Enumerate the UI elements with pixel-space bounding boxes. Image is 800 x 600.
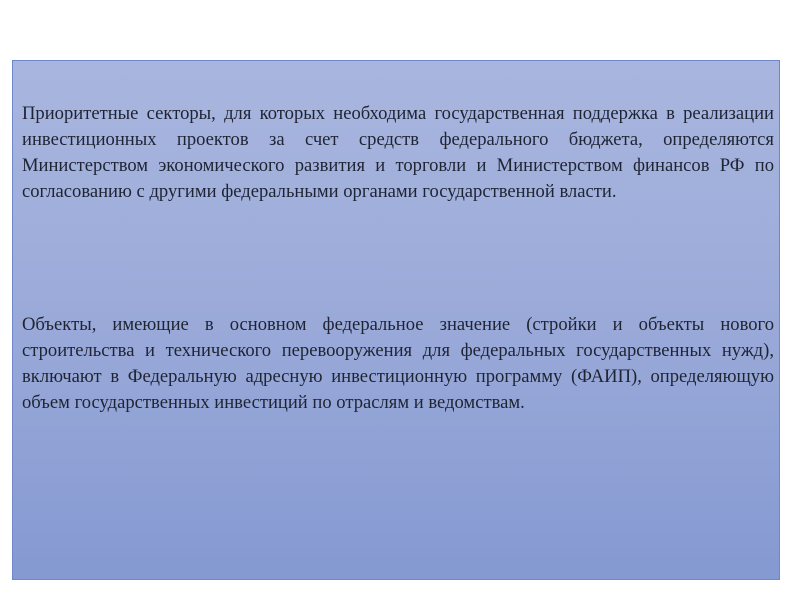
paragraph-priority-sectors: Приоритетные секторы, для которых необходима государственная поддержка в реализации инвестиционных проектов за счет средств федерального бюджета, определяются Министерством экономического развития и торговли и Министерством финансов РФ по согласованию с другими федеральными органами государственной власти. — [22, 103, 774, 202]
content-panel — [12, 60, 780, 580]
paragraph-federal-objects: Объекты, имеющие в основном федеральное значение (стройки и объекты нового строительства и технического перевооружения для федеральных государственных нужд), включают в Федеральную адресную инвестиционную программу (ФАИП), определяющую объем государственных инвестиций по отраслям и ведомствам. — [22, 314, 774, 413]
